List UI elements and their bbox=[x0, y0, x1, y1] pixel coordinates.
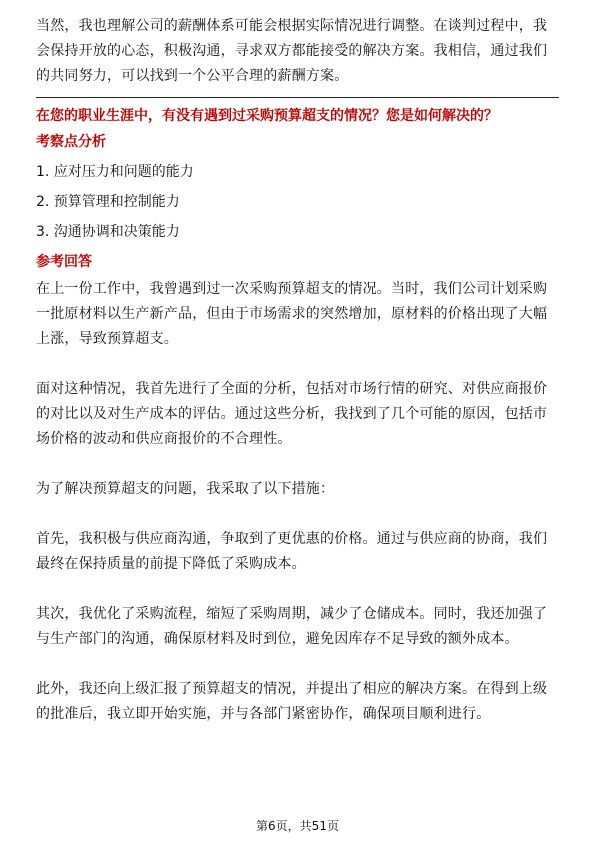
text-line: 为了解决预算超支的问题，我采取了以下措施： bbox=[36, 481, 335, 497]
analysis-heading: 考察点分析 bbox=[36, 134, 106, 150]
text-line: 会保持开放的心态，积极沟通，寻求双方都能接受的解决方案。我相信，通过我们 bbox=[36, 43, 548, 59]
analysis-point: 3. 沟通协调和决策能力 bbox=[36, 224, 180, 240]
analysis-list bbox=[36, 157, 559, 247]
page-content bbox=[36, 14, 559, 727]
intro-paragraph bbox=[36, 14, 559, 89]
answer-paragraph bbox=[36, 377, 559, 452]
page-number: 第6页，共51页 bbox=[256, 819, 339, 833]
text-line: 上涨，导致预算超支。 bbox=[36, 331, 178, 347]
answer-paragraph bbox=[36, 527, 559, 577]
text-line: 的共同努力，可以找到一个公平合理的薪酬方案。 bbox=[36, 68, 349, 84]
text-line: 场价格的波动和供应商报价的不合理性。 bbox=[36, 431, 292, 447]
answer-paragraph bbox=[36, 602, 559, 652]
analysis-point: 2. 预算管理和控制能力 bbox=[36, 194, 180, 210]
text-line: 首先，我积极与供应商沟通，争取到了更优惠的价格。通过与供应商的协商，我们 bbox=[36, 531, 548, 547]
answer-paragraph bbox=[36, 277, 559, 352]
text-line: 最终在保持质量的前提下降低了采购成本。 bbox=[36, 556, 306, 572]
text-line: 的批准后，我立即开始实施，并与各部门紧密协作，确保项目顺利进行。 bbox=[36, 706, 491, 722]
text-line: 的对比以及对生产成本的评估。通过这些分析，我找到了几个可能的原因，包括市 bbox=[36, 406, 548, 422]
answer-paragraph bbox=[36, 677, 559, 727]
text-line: 与生产部门的沟通，确保原材料及时到位，避免因库存不足导致的额外成本。 bbox=[36, 631, 519, 647]
text-line: 其次，我优化了采购流程，缩短了采购周期，减少了仓储成本。同时，我还加强了 bbox=[36, 606, 548, 622]
text-line: 当然，我也理解公司的薪酬体系可能会根据实际情况进行调整。在谈判过程中，我 bbox=[36, 18, 548, 34]
interview-question: 在您的职业生涯中，有没有遇到过采购预算超支的情况？您是如何解决的？ bbox=[36, 108, 498, 124]
text-line: 面对这种情况，我首先进行了全面的分析，包括对市场行情的研究、对供应商报价 bbox=[36, 381, 548, 397]
text-line: 此外，我还向上级汇报了预算超支的情况，并提出了相应的解决方案。在得到上级 bbox=[36, 681, 548, 697]
text-line: 在上一份工作中，我曾遇到过一次采购预算超支的情况。当时，我们公司计划采购 bbox=[36, 281, 548, 297]
section-divider bbox=[36, 97, 559, 98]
answer-heading: 参考回答 bbox=[36, 254, 92, 270]
text-line: 一批原材料以生产新产品，但由于市场需求的突然增加，原材料的价格出现了大幅 bbox=[36, 306, 548, 322]
analysis-point: 1. 应对压力和问题的能力 bbox=[36, 164, 194, 180]
answer-paragraph bbox=[36, 477, 559, 502]
